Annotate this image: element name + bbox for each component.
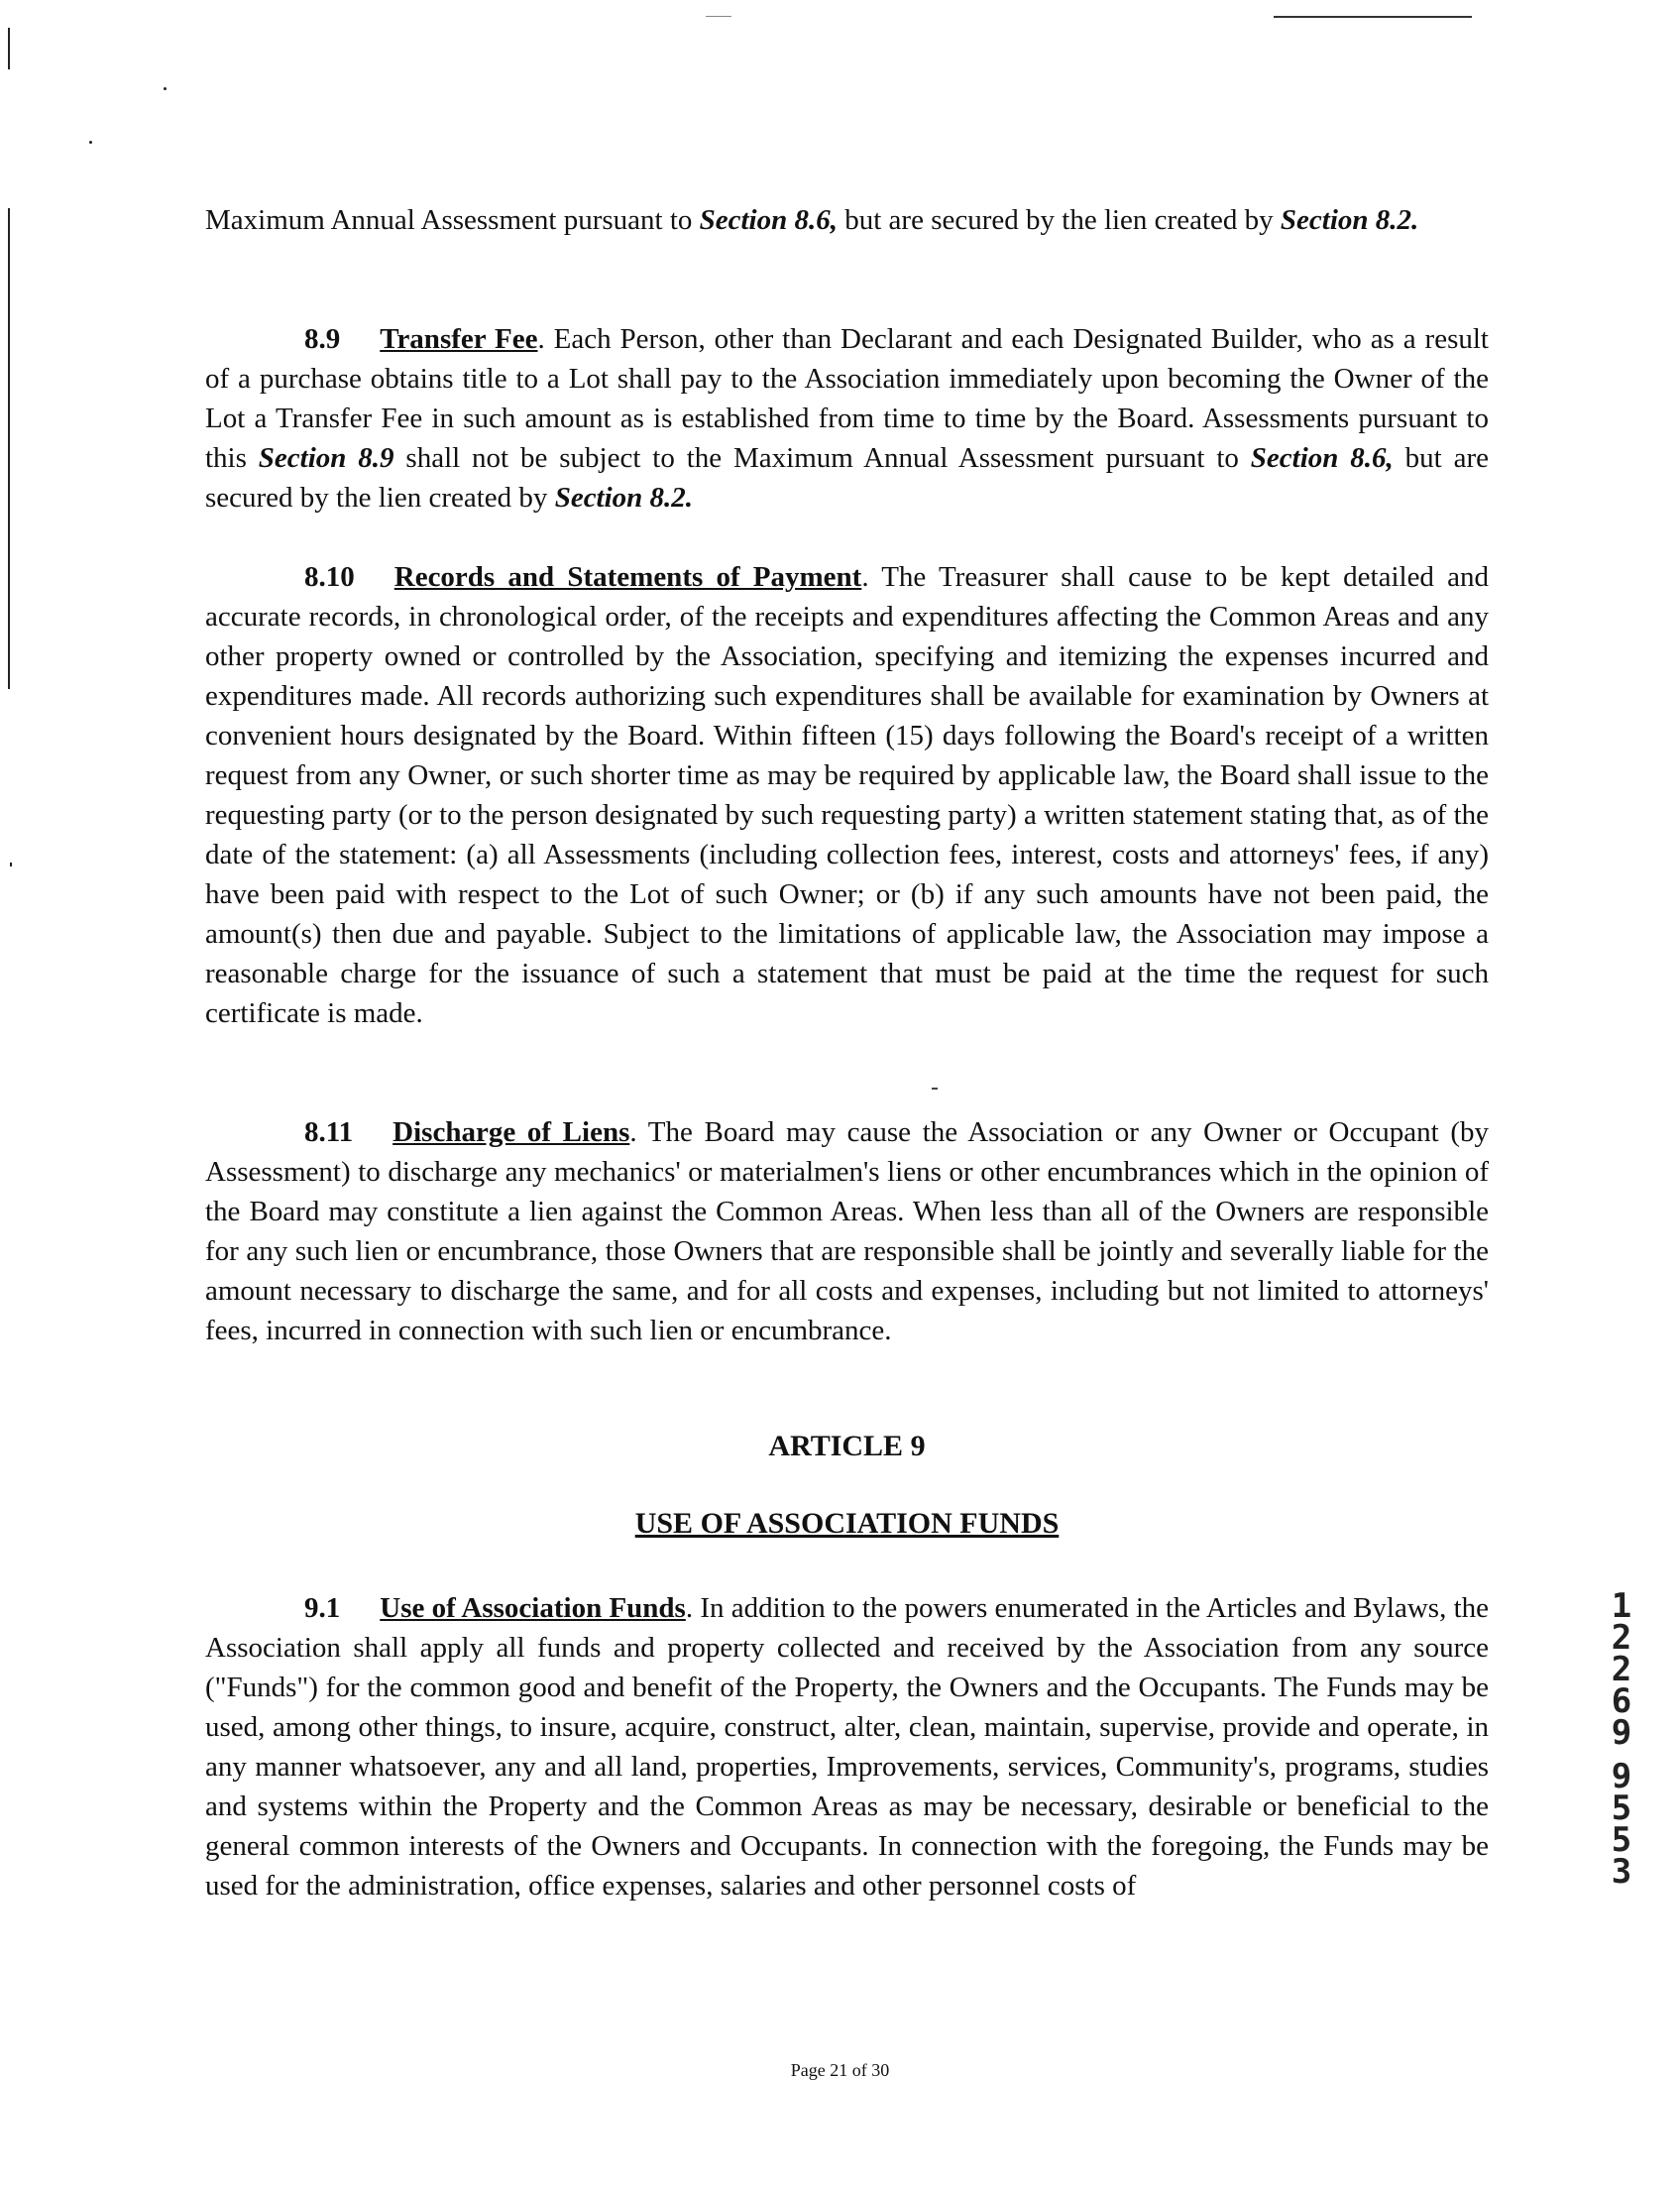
section-8-9: 8.9 Transfer Fee. Each Person, other than Declarant and each Designated Builder, who as a result of a purchase obtains title to a Lot shall pay to the Association immediately upon becoming the Owner of the Lot a Transfer Fee in such amount as is established from time to time by the Board. Assessments pursuant to this Section 8.9 shall not be subject to the Maximum Annual Assessment pursuant to Section 8.6, but are secured by the lien created by Section 8.2. <box>205 323 1489 514</box>
scan-speck <box>89 141 92 144</box>
scan-top-mark <box>706 16 731 17</box>
scan-top-rule <box>1274 16 1472 18</box>
recording-stamp-top: 1 2 2 6 9 <box>1611 1586 1632 1753</box>
section-9-1: 9.1 Use of Association Funds. In addition to the powers enumerated in the Articles and Bylaws, the Association shall apply all funds and property collected and received by the Association from any source ("Funds") for the common good and benefit of the Property, the Owners and the Occupants. The Funds may be used, among other things, to insure, acquire, construct, alter, clean, maintain, supervise, provide and operate, in any manner whatsoever, any and all land, properties, Improvements, services, Community's, programs, studies and systems within the Property and the Common Areas as may be necessary, desirable or beneficial to the general common interests of the Owners and Occupants. In connection with the foregoing, the Funds may be used for the administration, office expenses, salaries and other personnel costs of <box>205 1592 1490 1902</box>
scan-speck <box>164 87 167 90</box>
section-8-11: 8.11 Discharge of Liens. The Board may cause the Association or any Owner or Occupant (by Assessment) to discharge any mechanics' or materialmen's liens or other encumbrances which in the opinion of the Board may constitute a lien against the Common Areas. When less than all of the Owners are responsible for any such lien or encumbrance, those Owners that are responsible shall be jointly and severally liable for the amount necessary to discharge the same, and for all costs and expenses, including but not limited to attorneys' fees, incurred in connection with such lien or encumbrance. <box>205 1116 1489 1346</box>
section-8-10: 8.10 Records and Statements of Payment. The Treasurer shall cause to be kept detailed and accurate records, in chronological order, of the receipts and expenditures affecting the Common Areas and any other property owned or controlled by the Association, specifying and itemizing the expenses incurred and expenditures made. All records authorizing such expenditures shall be available for examination by Owners at convenient hours designated by the Board. Within fifteen (15) days following the Board's receipt of a written request from any Owner, or such shorter time as may be required by applicable law, the Board shall issue to the requesting party (or to the person designated by such requesting party) a written statement stating that, as of the date of the statement: (a) all Assessments (including collection fees, interest, costs and attorneys' fees, if any) have been paid with respect to the Lot of such Owner; or (b) if any such amounts have not been paid, the amount(s) then due and payable. Subject to the limitations of applicable law, the Association may impose a reasonable charge for the issuance of such a statement that must be paid at the time the request for such certificate is made. <box>205 561 1489 1029</box>
page-number: Page 21 of 30 <box>790 2060 890 2080</box>
article-title: USE OF ASSOCIATION FUNDS <box>634 1507 1060 1540</box>
section-number: 8.10 <box>304 561 355 593</box>
article-label: ARTICLE 9 <box>768 1430 926 1462</box>
intro-paragraph: Maximum Annual Assessment pursuant to Section 8.6, but are secured by the lien created by Section 8.2. <box>205 204 1419 236</box>
section-heading: Records and Statements of Payment <box>393 561 862 593</box>
section-heading: Transfer Fee <box>380 323 538 355</box>
scan-speck <box>932 1088 938 1090</box>
scan-speck <box>10 863 12 866</box>
section-heading: Use of Association Funds <box>380 1592 686 1624</box>
section-number: 8.9 <box>304 323 341 355</box>
section-heading: Discharge of Liens <box>392 1116 630 1148</box>
scan-mark-left-top <box>8 28 10 69</box>
section-number: 8.11 <box>304 1116 354 1148</box>
scan-mark-left-margin <box>8 208 10 689</box>
recording-stamp-bottom: 9 5 5 3 <box>1611 1757 1632 1892</box>
section-number: 9.1 <box>304 1592 341 1624</box>
